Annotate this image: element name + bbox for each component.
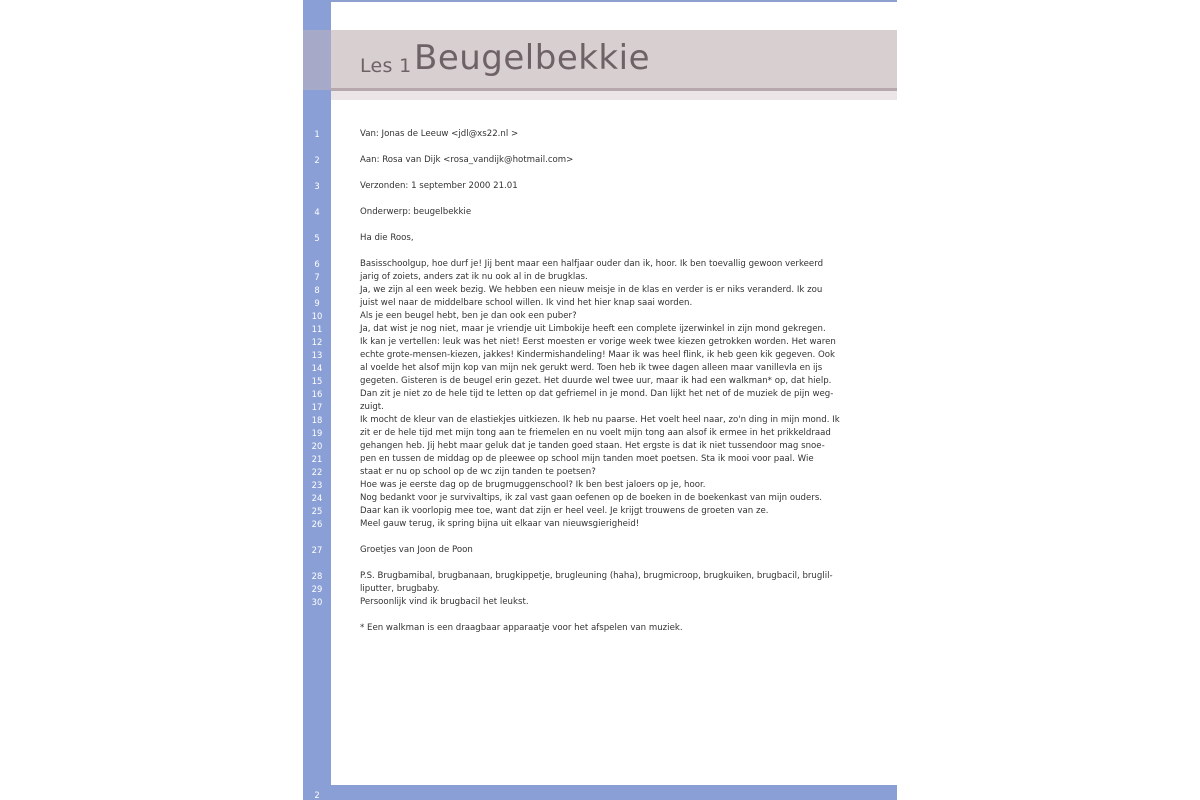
text-line [311,401,384,414]
text-line [314,297,693,310]
line-text: Basisschoolgup, hoe durf je! Jij bent maar een halfjaar ouder dan ik, hoor. Ik ben toevallig gewoon verkeerd [360,259,824,269]
line-number: 30 [311,597,323,607]
text-line [311,466,596,479]
line-number: 29 [311,584,323,594]
line-text: pen en tussen de middag op de pleewee op school mijn tanden moet poetsen. Sta ik mooi voor paal. Wie [360,454,814,464]
line-number: 26 [311,519,323,529]
line-text: Ik mocht de kleur van de elastiekjes uitkiezen. Ik heb nu paarse. Het voelt heel naar, zo'n ding in mijn mond. Ik [360,415,840,425]
line-text: Dan zit je niet zo de hele tijd te letten op dat gefriemel in je mond. Dan lijkt het net of de muziek de pijn weg- [360,389,834,399]
line-text: Nog bedankt voor je survivaltips, ik zal vast gaan oefenen op de boeken in de boekenkast van mijn ouders. [360,493,823,503]
line-text: Daar kan ik voorlopig mee toe, want dat zijn er heel veel. Je krijgt trouwens de groeten van ze. [360,506,769,516]
text-line [314,232,414,245]
line-text: gehangen heb. Jij hebt maar geluk dat je tanden goed staan. Het ergste is dat ik niet tussendoor mag snoe- [360,441,825,451]
text-line [311,414,840,427]
line-text: Als je een beugel hebt, ben je dan ook een puber? [360,311,577,321]
line-number: 15 [311,376,323,386]
text-line [311,375,832,388]
text-line [311,440,825,453]
top-rule [331,0,897,2]
text-line [311,362,823,375]
text-line [314,271,588,284]
line-number: 4 [314,207,320,217]
line-number: 13 [311,350,323,360]
line-number: 1 [314,129,320,139]
text-line [311,349,835,362]
workbook-page [303,0,897,800]
line-text: Ja, dat wist je nog niet, maar je vriendje uit Limbokije heeft een complete ijzerwinkel in zijn mond gekregen. [360,324,826,334]
line-number: 10 [311,311,323,321]
line-number: 18 [311,415,323,425]
title-band-margin [303,30,331,90]
line-number: 11 [311,324,323,334]
line-text: Onderwerp: beugelbekkie [360,207,472,217]
title-underline-shadow [303,91,897,100]
line-text: Ja, we zijn al een week bezig. We hebben een nieuw meisje in de klas en verder is er niks veranderd. Ik zou [360,285,823,295]
line-text: gegeten. Gisteren is de beugel erin gezet. Het duurde wel twee uur, maar ik had een walkman* op, dat hielp. [360,376,832,386]
line-number: 9 [314,298,320,308]
line-number: 3 [314,181,320,191]
line-text: P.S. Brugbamibal, brugbanaan, brugkippetje, brugleuning (haha), brugmicroop, brugkuiken, brugbacil, bruglil- [360,571,833,581]
line-text: Groetjes van Joon de Poon [360,545,473,555]
text-line [311,388,834,401]
text-line [314,258,824,271]
line-number: 12 [311,337,323,347]
text-line [311,479,706,492]
line-text: zuigt. [360,402,384,412]
text-line [314,284,823,297]
text-line [311,492,823,505]
text-line [311,323,826,336]
line-number: 27 [311,545,323,555]
line-text: al voelde het alsof mijn kop van mijn nek gerukt werd. Toen heb ik twee dagen alleen maar vanillevla en ijs [360,363,823,373]
line-number: 28 [311,571,323,581]
line-text: liputter, brugbaby. [360,584,440,594]
text-line [311,570,833,583]
line-text: Verzonden: 1 september 2000 21.01 [360,181,518,191]
text-line [311,310,577,323]
line-number: 2 [314,155,320,165]
line-number: 5 [314,233,320,243]
line-text: juist wel naar de middelbare school willen. Ik vind het hier knap saai worden. [360,298,693,308]
text-line [311,505,769,518]
line-number: 19 [311,428,323,438]
text-line [314,128,519,141]
footnote-text: * Een walkman is een draagbaar apparaatje voor het afspelen van muziek. [360,623,683,633]
line-text: Ik kan je vertellen: leuk was het niet! Eerst moesten er vorige week twee kiezen getrokken worden. Het waren [360,337,836,347]
text-line [314,206,472,219]
text-line [314,154,574,167]
line-number: 25 [311,506,323,516]
text-line [311,518,640,531]
line-text: zit er de hele tijd met mijn tong aan te friemelen en nu voelt mijn tong aan alsof ik ermee in het prikkeldraad [360,428,831,438]
line-text: Meel gauw terug, ik spring bijna uit elkaar van nieuwsgierigheid! [360,519,640,529]
text-line [311,596,529,609]
line-number: 20 [311,441,323,451]
lesson-title: Beugelbekkie [414,38,650,78]
line-number: 6 [314,259,320,269]
text-line [311,427,831,440]
line-number: 21 [311,454,323,464]
line-text: Van: Jonas de Leeuw <jdl@xs22.nl > [360,129,519,139]
text-line [360,622,683,635]
text-line [311,583,440,596]
line-number: 8 [314,285,320,295]
lesson-label: Les 1 [360,55,412,77]
line-number: 23 [311,480,323,490]
line-text: Aan: Rosa van Dijk <rosa_vandijk@hotmail.com> [360,155,574,165]
text-line [311,453,814,466]
line-text: Persoonlijk vind ik brugbacil het leukst. [360,597,529,607]
line-text: Hoe was je eerste dag op de brugmuggenschool? Ik ben best jaloers op je, hoor. [360,480,706,490]
line-text: staat er nu op school op de wc zijn tanden te poetsen? [360,467,596,477]
page-number: 2 [314,790,320,800]
line-text: echte grote-mensen-kiezen, jakkes! Kindermishandeling! Maar ik was heel flink, ik heb geen kik gegeven. Ook [360,350,835,360]
line-number: 17 [311,402,323,412]
text-line [314,180,518,193]
bottom-band [303,785,897,800]
line-number: 14 [311,363,323,373]
line-number: 24 [311,493,323,503]
line-number: 16 [311,389,323,399]
text-line [311,336,836,349]
line-text: jarig of zoiets, anders zat ik nu ook al in de brugklas. [360,272,588,282]
line-number: 7 [314,272,320,282]
line-number: 22 [311,467,323,477]
line-text: Ha die Roos, [360,233,414,243]
text-line [311,544,473,557]
